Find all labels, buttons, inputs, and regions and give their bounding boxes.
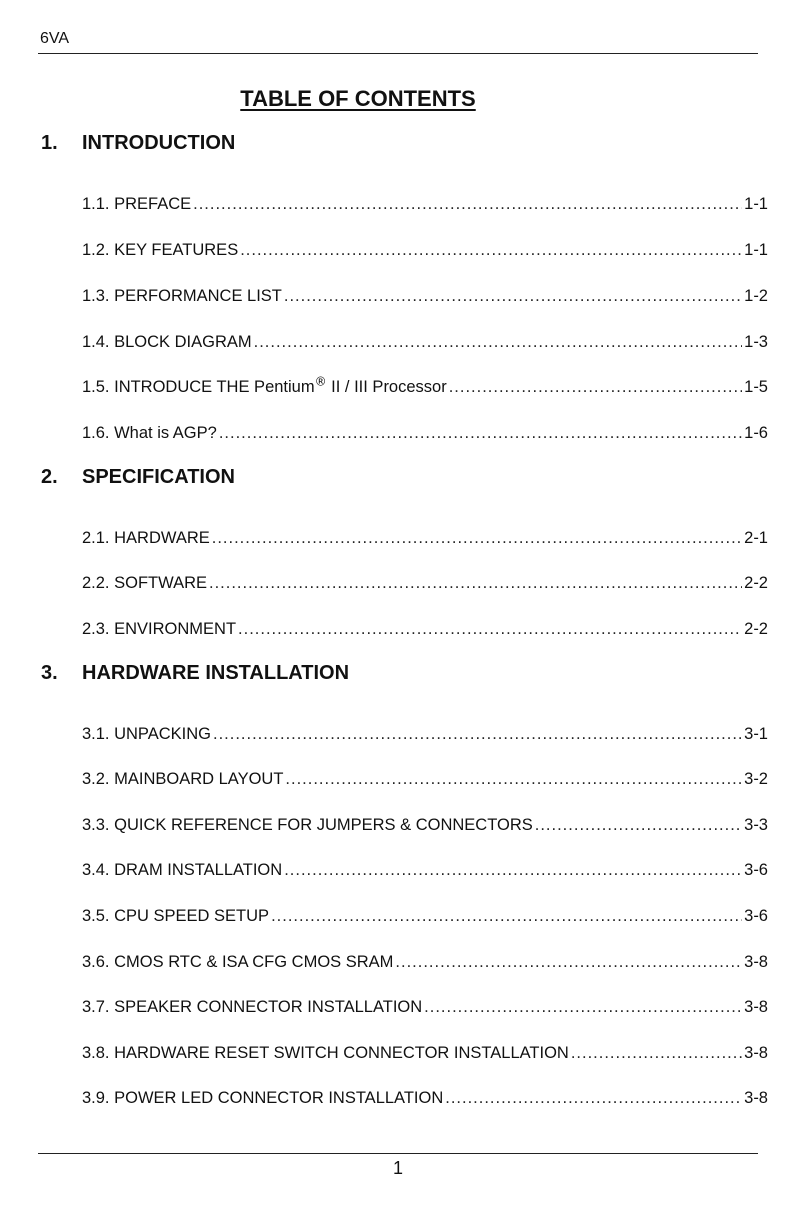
toc-entry-label: 3.1. UNPACKING (82, 725, 211, 743)
toc-entry-key-features[interactable] (82, 240, 768, 260)
toc-entry-speaker-connector[interactable] (82, 997, 768, 1017)
dot-leader (219, 423, 742, 443)
section-heading-introduction (41, 132, 235, 155)
toc-entry-mainboard-layout[interactable] (82, 769, 768, 789)
toc-entry-label: 3.3. QUICK REFERENCE FOR JUMPERS & CONNECTORS (82, 816, 533, 834)
toc-entry-page: 2-2 (744, 574, 768, 592)
section-title: SPECIFICATION (82, 466, 235, 488)
toc-entry-label-part: II / III Processor (326, 378, 447, 396)
toc-entry-label: 1.2. KEY FEATURES (82, 241, 239, 259)
toc-entry-label: 3.7. SPEAKER CONNECTOR INSTALLATION (82, 998, 423, 1016)
page-number: 1 (392, 1158, 403, 1178)
footer-divider (38, 1153, 758, 1154)
toc-entry-label: 2.2. SOFTWARE (82, 574, 207, 592)
toc-entry-page: 1-2 (744, 287, 768, 305)
toc-entry-quick-reference[interactable] (82, 815, 768, 835)
dot-leader (240, 240, 742, 260)
toc-entry-label: 3.4. DRAM INSTALLATION (82, 861, 283, 879)
toc-entry-page: 2-1 (744, 529, 768, 547)
toc-entry-label-part: 1.5. INTRODUCE THE Pentium (82, 378, 315, 396)
toc-entry-page: 1-3 (744, 333, 768, 351)
toc-entry-software[interactable] (82, 573, 768, 593)
toc-entry-page: 3-3 (744, 816, 768, 834)
toc-entry-page: 2-2 (744, 620, 768, 638)
toc-entry-reset-switch-connector[interactable] (82, 1043, 768, 1063)
dot-leader (535, 815, 742, 835)
dot-leader (209, 573, 742, 593)
toc-entry-label: 1.6. What is AGP? (82, 424, 217, 442)
section-number: 2. (41, 466, 58, 488)
toc-entry-cmos-rtc[interactable] (82, 952, 768, 972)
dot-leader (212, 528, 742, 548)
dot-leader (193, 194, 742, 214)
running-header: 6VA (40, 30, 70, 47)
toc-entry-label: 3.2. MAINBOARD LAYOUT (82, 770, 284, 788)
toc-entry-block-diagram[interactable] (82, 332, 768, 352)
toc-entry-label: 1.1. PREFACE (82, 195, 192, 213)
dot-leader (449, 377, 742, 397)
toc-entry-page: 3-6 (744, 861, 768, 879)
section-heading-hardware-installation (41, 662, 349, 685)
toc-entry-page: 3-8 (744, 953, 768, 971)
dot-leader (395, 952, 742, 972)
toc-entry-page: 3-8 (744, 1044, 768, 1062)
toc-entry-pentium-processor[interactable] (82, 374, 768, 397)
dot-leader (284, 860, 742, 880)
toc-entry-label: 3.8. HARDWARE RESET SWITCH CONNECTOR INSTALLATION (82, 1044, 569, 1062)
toc-entry-label (82, 374, 447, 397)
dot-leader (213, 724, 742, 744)
section-number: 3. (41, 662, 58, 684)
dot-leader (238, 619, 742, 639)
toc-entry-what-is-agp[interactable] (82, 423, 768, 443)
header-divider (38, 53, 758, 54)
toc-entry-unpacking[interactable] (82, 724, 768, 744)
toc-entry-performance-list[interactable] (82, 286, 768, 306)
toc-entry-page: 3-2 (744, 770, 768, 788)
dot-leader (271, 906, 742, 926)
section-title: INTRODUCTION (82, 132, 236, 154)
section-heading-specification (41, 466, 235, 489)
page-title: TABLE OF CONTENTS (240, 86, 476, 111)
dot-leader (445, 1088, 742, 1108)
toc-entry-dram-installation[interactable] (82, 860, 768, 880)
dot-leader (424, 997, 742, 1017)
toc-entry-preface[interactable] (82, 194, 768, 214)
toc-entry-page: 1-6 (744, 424, 768, 442)
toc-entry-label: 3.5. CPU SPEED SETUP (82, 907, 270, 925)
toc-entry-environment[interactable] (82, 619, 768, 639)
toc-entry-hardware[interactable] (82, 528, 768, 548)
toc-entry-page: 3-6 (744, 907, 768, 925)
toc-entry-label: 2.1. HARDWARE (82, 529, 210, 547)
toc-entry-page: 3-8 (744, 998, 768, 1016)
toc-entry-label: 2.3. ENVIRONMENT (82, 620, 237, 638)
registered-mark: ® (314, 374, 327, 389)
toc-entry-page: 1-1 (744, 241, 768, 259)
section-number: 1. (41, 132, 58, 154)
toc-entry-label: 3.6. CMOS RTC & ISA CFG CMOS SRAM (82, 953, 394, 971)
dot-leader (284, 286, 742, 306)
toc-entry-label: 1.3. PERFORMANCE LIST (82, 287, 282, 305)
dot-leader (254, 332, 743, 352)
toc-entry-label: 3.9. POWER LED CONNECTOR INSTALLATION (82, 1089, 444, 1107)
dot-leader (571, 1043, 742, 1063)
dot-leader (285, 769, 742, 789)
toc-entry-page: 1-1 (744, 195, 768, 213)
toc-entry-power-led-connector[interactable] (82, 1088, 768, 1108)
toc-entry-label: 1.4. BLOCK DIAGRAM (82, 333, 252, 351)
toc-entry-cpu-speed-setup[interactable] (82, 906, 768, 926)
toc-entry-page: 1-5 (744, 378, 768, 396)
toc-entry-page: 3-1 (744, 725, 768, 743)
section-title: HARDWARE INSTALLATION (82, 662, 350, 684)
toc-entry-page: 3-8 (744, 1089, 768, 1107)
